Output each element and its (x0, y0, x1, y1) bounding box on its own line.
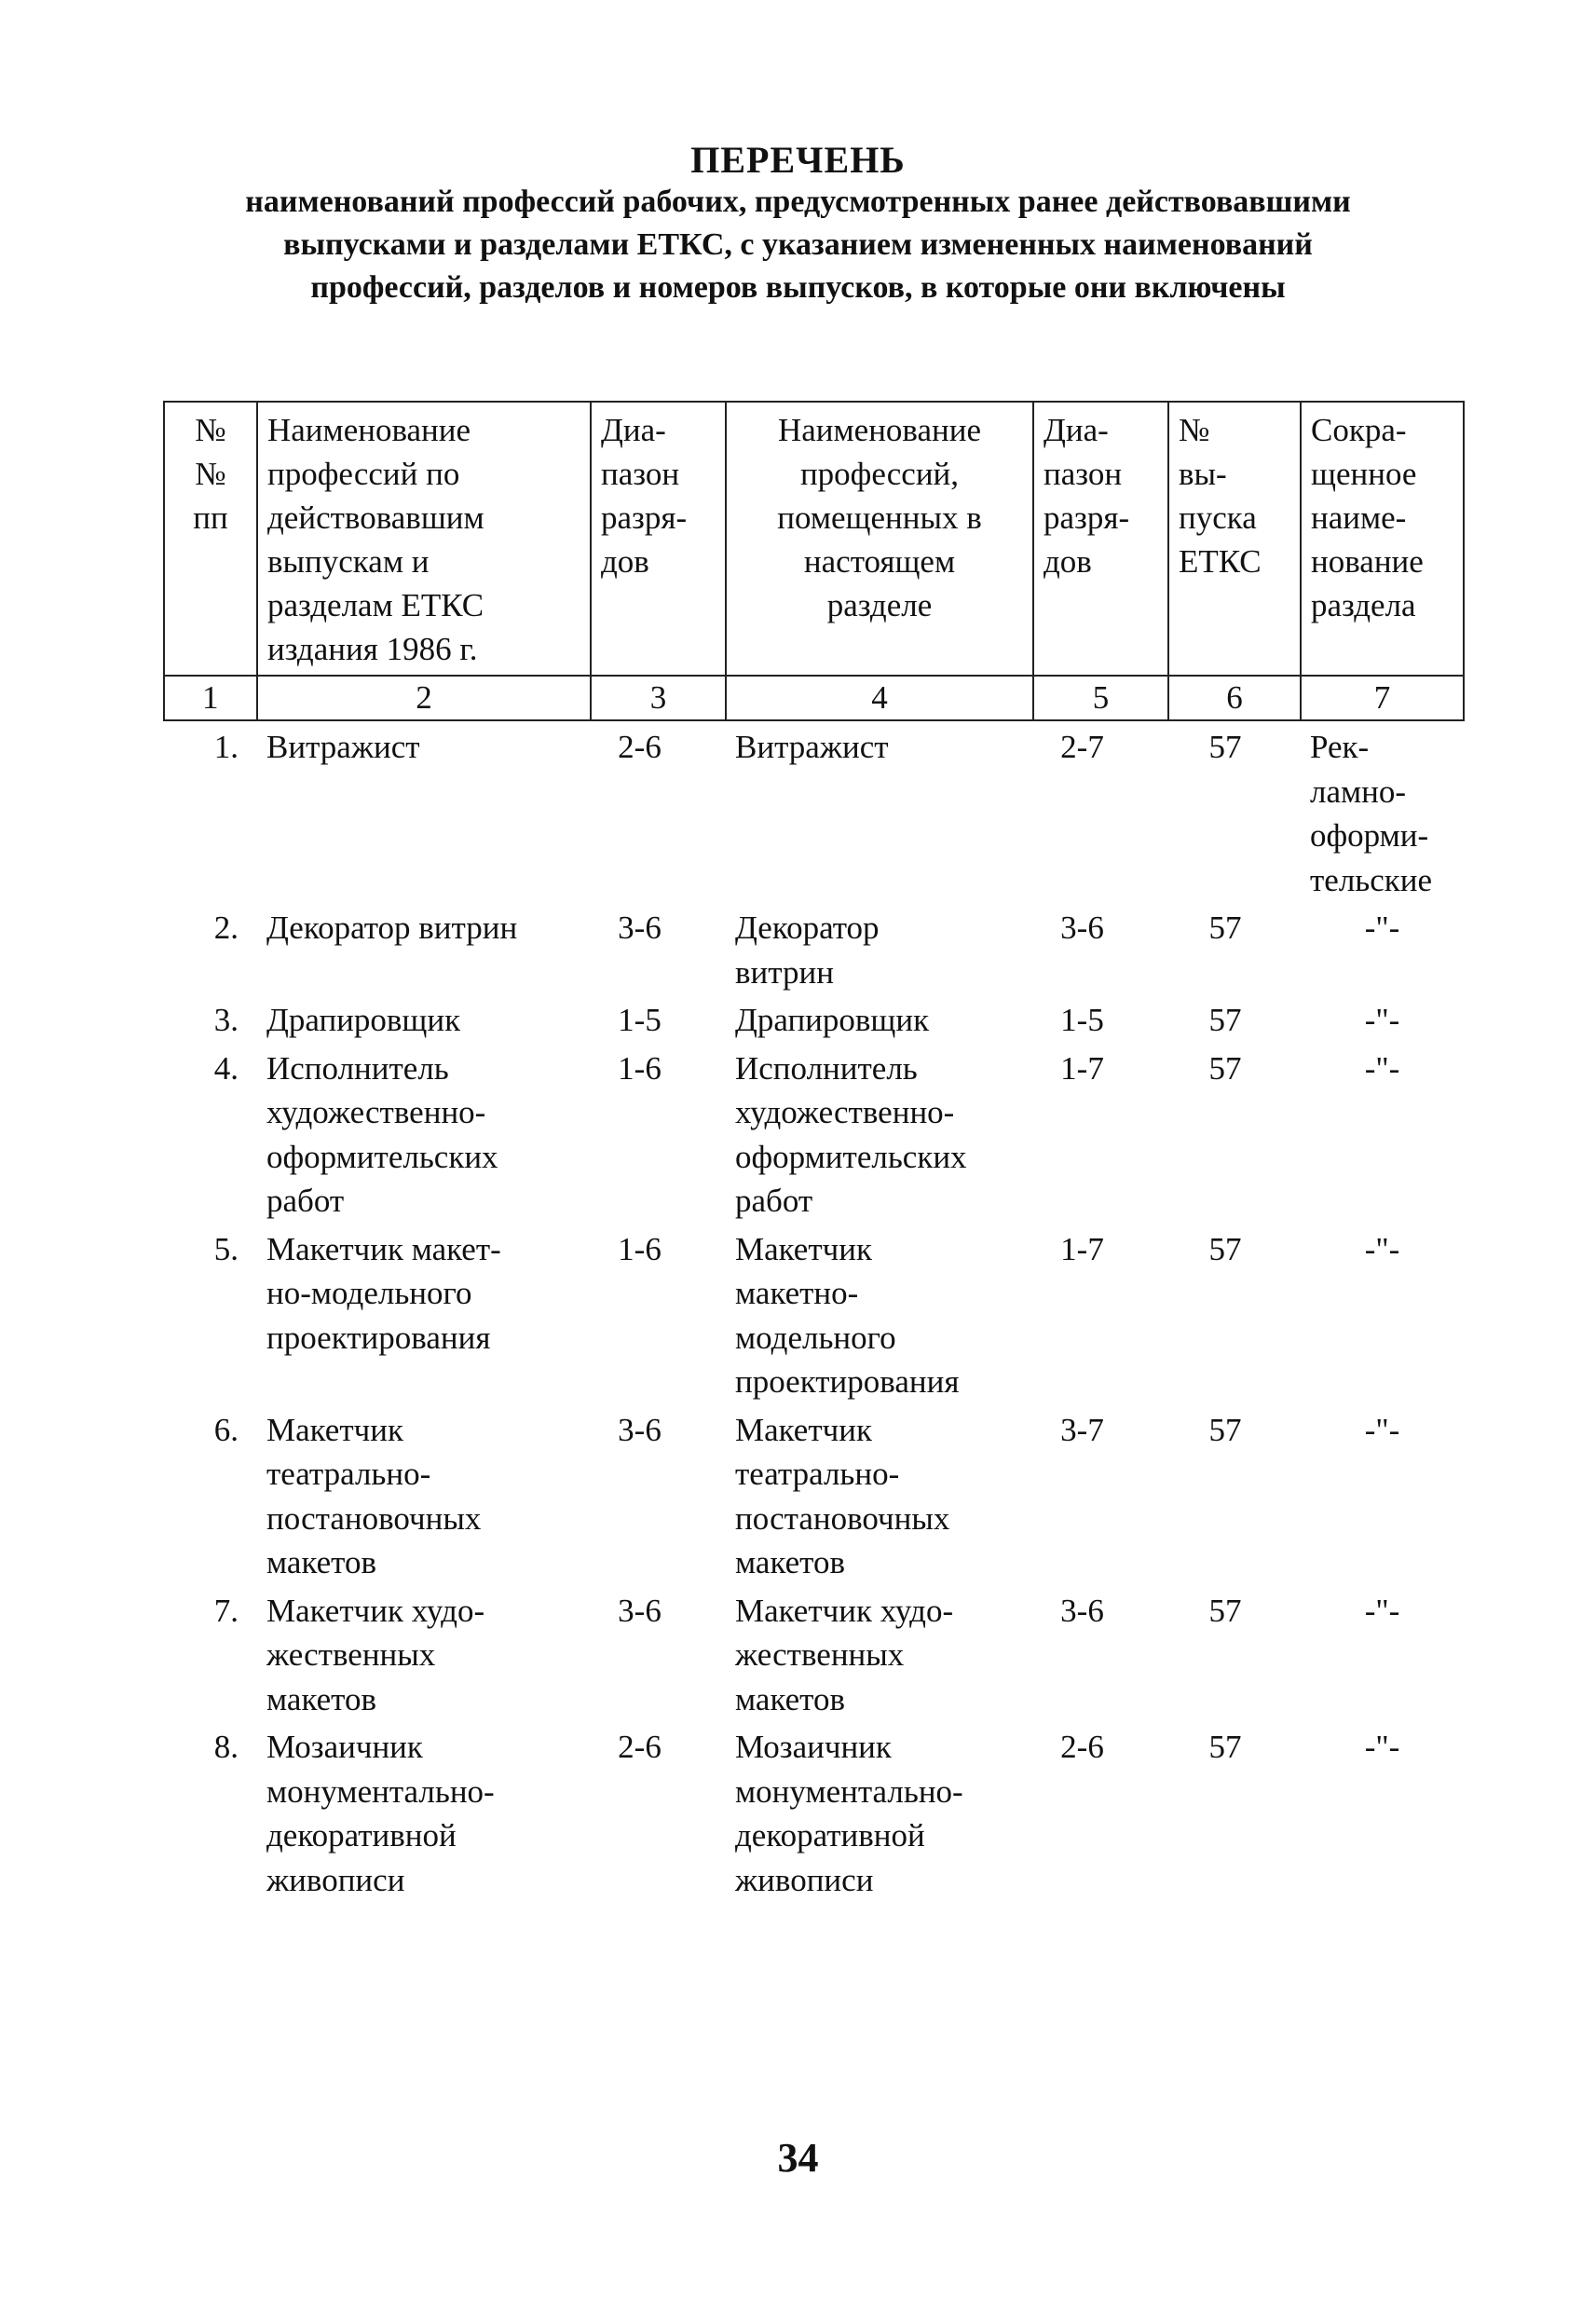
header-issue: № вы- пуска ЕТКС (1168, 402, 1301, 676)
table-row (164, 1043, 1464, 1224)
column-number: 5 (1033, 676, 1168, 720)
old-profession-name: Витражист (266, 729, 420, 765)
section-short-name: -"- (1364, 1049, 1400, 1087)
new-grade-range: 1-5 (1060, 1002, 1104, 1038)
old-profession-name: Макетчик макет- но-модельного проектирования (266, 1230, 501, 1356)
column-number: 6 (1168, 676, 1301, 720)
etks-issue-number: 57 (1208, 1729, 1242, 1765)
old-grade-range: 1-6 (618, 1049, 662, 1087)
section-short-name: Рек- ламно- оформи- тельские (1310, 729, 1433, 898)
old-profession-name: Исполнитель художественно- оформительских работ (266, 1049, 498, 1219)
old-grade-range: 1-6 (618, 1230, 662, 1267)
row-number: 3. (213, 1002, 239, 1038)
header-new-range: Диа- пазон разря- дов (1033, 402, 1168, 676)
header-new-name: Наименование профессий, помещенных в настоящем разделе (726, 402, 1033, 676)
new-grade-range: 3-7 (1060, 1411, 1104, 1448)
old-profession-name: Декоратор витрин (266, 910, 518, 946)
professions-table (163, 401, 1463, 1902)
table-row (164, 1404, 1464, 1585)
section-short-name: -"- (1364, 1002, 1400, 1038)
new-profession-name: Декоратор витрин (735, 910, 880, 991)
etks-issue-number: 57 (1208, 1592, 1242, 1629)
row-number: 1. (213, 729, 239, 765)
old-profession-name: Драпировщик (266, 1002, 461, 1038)
header-number: № № пп (164, 402, 257, 676)
section-short-name: -"- (1364, 1230, 1400, 1267)
new-profession-name: Макетчик худо- жественных макетов (735, 1592, 954, 1717)
column-number: 7 (1301, 676, 1464, 720)
row-number: 4. (213, 1049, 239, 1087)
document-heading (0, 140, 1596, 309)
new-grade-range: 1-7 (1060, 1230, 1104, 1267)
new-profession-name: Драпировщик (735, 1002, 930, 1038)
new-profession-name: Макетчик макетно- модельного проектирования (735, 1230, 960, 1400)
old-profession-name: Мозаичник монументально- декоративной живописи (266, 1729, 495, 1898)
old-grade-range: 3-6 (618, 910, 662, 946)
section-short-name: -"- (1364, 1592, 1400, 1629)
new-grade-range: 1-7 (1060, 1049, 1104, 1087)
header-old-range: Диа- пазон разря- дов (591, 402, 726, 676)
header-row (164, 402, 1464, 676)
new-grade-range: 3-6 (1060, 910, 1104, 946)
section-short-name: -"- (1364, 910, 1400, 946)
section-short-name: -"- (1364, 1729, 1400, 1765)
new-profession-name: Витражист (735, 729, 889, 765)
column-number: 3 (591, 676, 726, 720)
page-number: 34 (777, 2135, 819, 2181)
table-row (164, 902, 1464, 994)
table-row (164, 1721, 1464, 1902)
row-number: 8. (213, 1729, 239, 1765)
row-number: 6. (213, 1411, 239, 1448)
etks-issue-number: 57 (1208, 1230, 1242, 1267)
table-row (164, 1224, 1464, 1404)
old-grade-range: 2-6 (618, 1729, 662, 1765)
old-grade-range: 1-5 (618, 1002, 662, 1038)
row-number: 5. (213, 1230, 239, 1267)
section-short-name: -"- (1364, 1411, 1400, 1448)
column-number: 1 (164, 676, 257, 720)
old-profession-name: Макетчик театрально- постановочных макетов (266, 1411, 482, 1580)
column-number: 4 (726, 676, 1033, 720)
new-grade-range: 3-6 (1060, 1592, 1104, 1629)
row-number: 7. (213, 1592, 239, 1629)
old-grade-range: 3-6 (618, 1592, 662, 1629)
new-grade-range: 2-6 (1060, 1729, 1104, 1765)
new-profession-name: Макетчик театрально- постановочных макетов (735, 1411, 950, 1580)
old-grade-range: 3-6 (618, 1411, 662, 1448)
new-profession-name: Мозаичник монументально- декоративной живописи (735, 1729, 963, 1898)
new-grade-range: 2-7 (1060, 729, 1104, 765)
column-number-row (164, 676, 1464, 720)
header-old-name: Наименование профессий по действовавшим выпускам и разделам ЕТКС издания 1986 г. (257, 402, 591, 676)
header-section: Сокра- щенное наиме- нование раздела (1301, 402, 1464, 676)
old-grade-range: 2-6 (618, 729, 662, 765)
row-number: 2. (213, 910, 239, 946)
new-profession-name: Исполнитель художественно- оформительских работ (735, 1049, 967, 1219)
document-subtitle: наименований профессий рабочих, предусмотренных ранее действовавшими выпусками и разделами ЕТКС, с указанием измененных наименований профессий, разделов и номеров выпусков, в которые они включены (245, 185, 1351, 305)
table-row (164, 720, 1464, 902)
etks-issue-number: 57 (1208, 910, 1242, 946)
etks-issue-number: 57 (1208, 1002, 1242, 1038)
etks-issue-number: 57 (1208, 729, 1242, 765)
etks-issue-number: 57 (1208, 1049, 1242, 1087)
document-title: ПЕРЕЧЕНЬ (690, 139, 906, 181)
column-number: 2 (257, 676, 591, 720)
etks-issue-number: 57 (1208, 1411, 1242, 1448)
table-row (164, 994, 1464, 1043)
table-body (164, 720, 1464, 1902)
table-row (164, 1585, 1464, 1722)
old-profession-name: Макетчик худо- жественных макетов (266, 1592, 485, 1717)
